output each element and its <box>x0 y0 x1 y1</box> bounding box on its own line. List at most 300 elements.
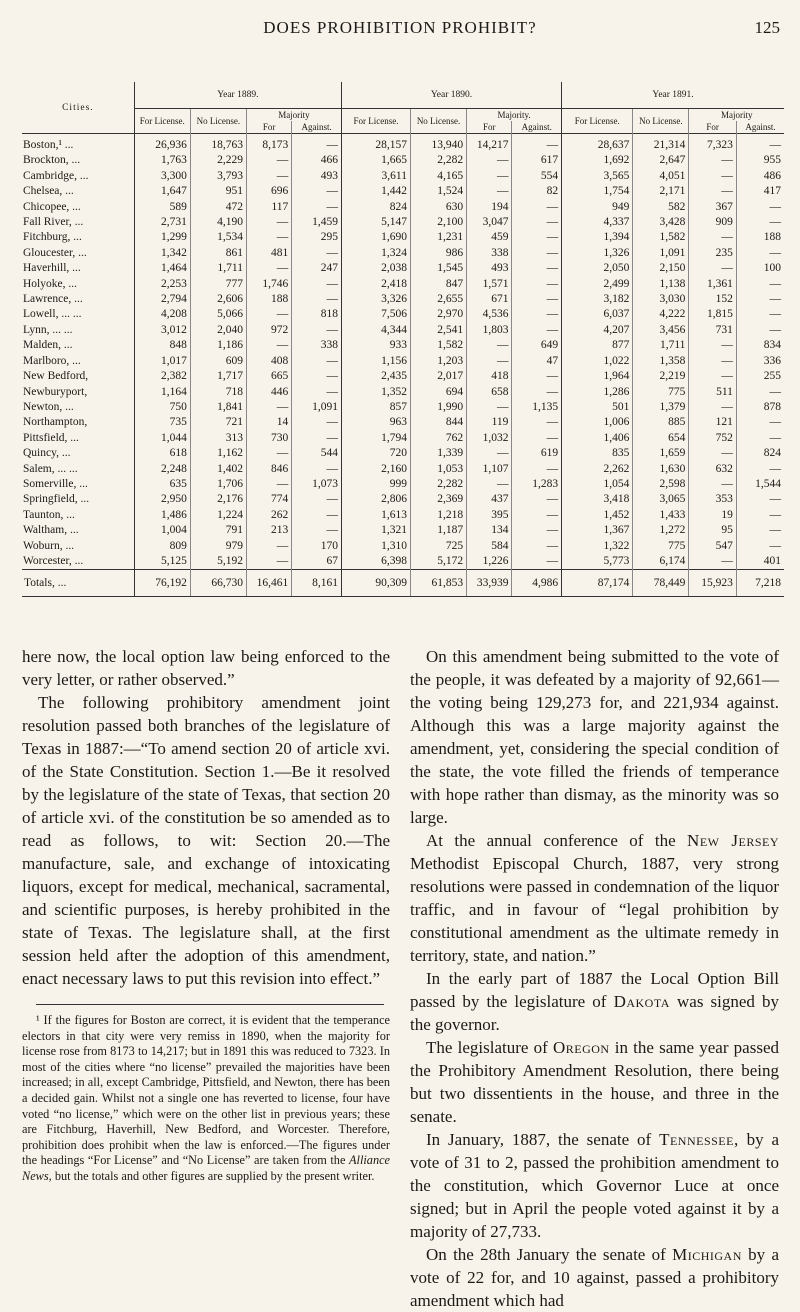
table-cell: 617 <box>512 153 562 168</box>
table-cell: — <box>246 400 291 415</box>
table-cell: 1,322 <box>562 539 633 554</box>
table-cell: 6,037 <box>562 307 633 322</box>
majority-header: Majority. <box>467 109 562 122</box>
table-cell: 117 <box>246 200 291 215</box>
table-cell: 857 <box>341 400 410 415</box>
totals-cell: 7,218 <box>736 570 784 597</box>
table-cell: — <box>689 369 736 384</box>
table-cell: — <box>292 134 342 154</box>
table-cell: — <box>512 200 562 215</box>
no-license-header: No License. <box>411 109 467 134</box>
paragraph: The following prohibitory amendment joint resolution passed both branches of the legislature of Texas in 1887:—“To amend section 20 of article xvi. of the State Constitution. Section 1.—Be it resolved by the legislature of the state of Texas, that section 20 of article xvi. of the constitution be so amended as to read as follows, to wit: Section 20.—The manufacture, sale, and exchange of intoxicating liquors, except for medical, mechanical, sacramental, and scientific purposes, is hereby prohibited in the state of Texas. The legislature shall, at the first session held after the adoption of this amendment, enact necessary laws to put this revision into effect.” <box>22 693 390 988</box>
table-cell: 846 <box>246 462 291 477</box>
table-cell: — <box>512 323 562 338</box>
majority-against-header: Against. <box>292 121 342 134</box>
table-cell: 619 <box>512 446 562 461</box>
footnote-text: but the totals and other figures are supplied by the present writer. <box>54 1168 375 1183</box>
state-name: New Jersey <box>687 831 780 850</box>
table-cell: 877 <box>562 338 633 353</box>
table-cell: 247 <box>292 261 342 276</box>
totals-cell: 76,192 <box>134 570 190 597</box>
table-cell: 3,300 <box>160 169 187 182</box>
footnote-rule <box>36 1004 384 1005</box>
table-cell: 1,794 <box>341 431 410 446</box>
paragraph: The legislature of Oregon in the same year passed the Prohibitory Amendment Resolution, there being but two dissentients in the house, and three in the senate. <box>410 1038 780 1126</box>
table-cell: 885 <box>633 415 689 430</box>
table-cell: 1,156 <box>341 354 410 369</box>
table-cell: 1,339 <box>411 446 467 461</box>
table-cell: — <box>512 134 562 154</box>
table-cell: 1,324 <box>341 246 410 261</box>
city-name: Marlboro, ... <box>22 354 134 369</box>
table-cell: — <box>292 277 342 292</box>
footnote-source: Alliance News, <box>22 1153 391 1183</box>
table-cell: 1,534 <box>190 230 246 245</box>
table-cell: — <box>512 307 562 322</box>
city-name: Pittsfield, ... <box>22 431 134 446</box>
table-cell: 1,017 <box>160 354 187 367</box>
table-cell: — <box>512 508 562 523</box>
table-cell: 1,286 <box>562 385 633 400</box>
paragraph: On the 28th January the senate of Michigan by a vote of 22 for, and 10 against, passed a prohibitory amendment which had <box>410 1245 780 1310</box>
city-name: Northampton, <box>22 415 134 430</box>
table-cell: 986 <box>411 246 467 261</box>
for-license-header: For License. <box>139 116 185 126</box>
table-cell: — <box>512 215 562 230</box>
table-cell: 582 <box>633 200 689 215</box>
table-cell: 255 <box>736 369 784 384</box>
table-cell: 1,706 <box>190 477 246 492</box>
table-cell: 19 <box>689 508 736 523</box>
table-cell: — <box>246 477 291 492</box>
table-row <box>22 431 784 446</box>
table-cell: — <box>736 508 784 523</box>
table-cell: — <box>736 277 784 292</box>
table-cell: 13,940 <box>411 134 467 154</box>
table-cell: 336 <box>736 354 784 369</box>
city-name: Chicopee, ... <box>22 200 134 215</box>
table-row <box>22 307 784 322</box>
city-name: Holyoke, ... <box>22 277 134 292</box>
table-cell: — <box>512 385 562 400</box>
city-name: Chelsea, ... <box>22 184 134 199</box>
table-cell: 14 <box>246 415 291 430</box>
table-cell: 408 <box>246 354 291 369</box>
table-cell: 67 <box>292 554 342 570</box>
table-cell: 1,692 <box>562 153 633 168</box>
table-cell: 2,229 <box>190 153 246 168</box>
table-row <box>22 554 784 570</box>
table-cell: 1,711 <box>633 338 689 353</box>
totals-cell: 90,309 <box>341 570 410 597</box>
table-cell: 2,647 <box>633 153 689 168</box>
table-cell: 4,190 <box>190 215 246 230</box>
table-cell: 395 <box>467 508 512 523</box>
table-cell: 134 <box>467 523 512 538</box>
table-cell: 3,418 <box>562 492 633 507</box>
table-cell: — <box>512 292 562 307</box>
table-cell: 1,321 <box>341 523 410 538</box>
table-cell: 750 <box>169 400 187 413</box>
city-name: Haverhill, ... <box>22 261 134 276</box>
table-cell: 367 <box>689 200 736 215</box>
table-row <box>22 446 784 461</box>
table-cell: 1,135 <box>512 400 562 415</box>
license-vote-table <box>22 82 784 597</box>
table-cell: 774 <box>246 492 291 507</box>
table-row <box>22 539 784 554</box>
table-cell: 4,165 <box>411 169 467 184</box>
paragraph: In the early part of 1887 the Local Option Bill passed by the legislature of Dakota was signed by the governor. <box>410 969 780 1034</box>
table-cell: — <box>246 307 291 322</box>
table-cell: 609 <box>190 354 246 369</box>
paragraph: On this amendment being submitted to the vote of the people, it was defeated by a majority of 92,661—the voting being 129,273 for, and 221,934 against. Although this was a large majority against the amendment, yet, considering the special condition of the state, the vote filled the friends of temperance with hope rather than dismay, as the minority was so large. <box>410 647 779 827</box>
table-cell: — <box>512 230 562 245</box>
table-cell: 1,032 <box>467 431 512 446</box>
table-cell: 466 <box>292 153 342 168</box>
table-cell: 47 <box>512 354 562 369</box>
table-cell: 2,171 <box>633 184 689 199</box>
table-cell: 188 <box>246 292 291 307</box>
table-cell: 1,571 <box>467 277 512 292</box>
majority-against-header: Against. <box>736 121 784 134</box>
table-cell: 501 <box>562 400 633 415</box>
city-name: Gloucester, ... <box>22 246 134 261</box>
table-cell: 1,053 <box>411 462 467 477</box>
table-cell: 3,456 <box>633 323 689 338</box>
table-cell: — <box>246 169 291 184</box>
table-cell: 731 <box>689 323 736 338</box>
table-cell: 472 <box>190 200 246 215</box>
table-cell: — <box>292 523 342 538</box>
table-cell: 1,544 <box>736 477 784 492</box>
table-cell: — <box>292 462 342 477</box>
table-cell: — <box>292 184 342 199</box>
table-cell: — <box>292 200 342 215</box>
table-cell: 835 <box>562 446 633 461</box>
paragraph: At the annual conference of the New Jersey Methodist Episcopal Church, 1887, very strong resolutions were passed in condemnation of the liquor traffic, and in favour of “legal prohibition by constitutional amendment as the ultimate remedy in territory, state, and nation.” <box>410 831 780 965</box>
table-cell: 1,545 <box>411 261 467 276</box>
table-cell: 696 <box>246 184 291 199</box>
page-number: 125 <box>754 18 780 37</box>
table-cell: 2,806 <box>341 492 410 507</box>
table-cell: 28,157 <box>341 134 410 154</box>
table-cell: 493 <box>467 261 512 276</box>
table-cell: 188 <box>736 230 784 245</box>
city-name: Malden, ... <box>22 338 134 353</box>
table-cell: 1,162 <box>190 446 246 461</box>
state-name: Oregon <box>552 1038 610 1057</box>
table-cell: 3,565 <box>562 169 633 184</box>
table-cell: 3,012 <box>160 323 187 336</box>
table-cell: — <box>736 385 784 400</box>
table-row <box>22 462 784 477</box>
table-cell: — <box>467 169 512 184</box>
table-cell: 82 <box>512 184 562 199</box>
table-cell: 955 <box>736 153 784 168</box>
table-row <box>22 323 784 338</box>
table-cell: 1,164 <box>160 385 187 398</box>
table-cell: — <box>512 261 562 276</box>
table-cell: — <box>689 261 736 276</box>
table-cell: 720 <box>341 446 410 461</box>
city-name: Fitchburg, ... <box>22 230 134 245</box>
table-cell: 1,361 <box>689 277 736 292</box>
table-cell: — <box>736 431 784 446</box>
city-name: Woburn, ... <box>22 539 134 554</box>
table-cell: 1,717 <box>190 369 246 384</box>
table-cell: 1,022 <box>562 354 633 369</box>
state-name: Dakota <box>613 992 670 1011</box>
table-cell: — <box>736 492 784 507</box>
table-cell: 1,283 <box>512 477 562 492</box>
table-cell: — <box>736 415 784 430</box>
table-cell: 262 <box>246 508 291 523</box>
table-cell: 5,066 <box>190 307 246 322</box>
table-cell: 775 <box>633 385 689 400</box>
table-cell: — <box>246 446 291 461</box>
for-license-header: For License. <box>341 109 410 134</box>
table-row <box>22 523 784 538</box>
table-cell: 1,044 <box>160 431 187 444</box>
table-cell: 878 <box>736 400 784 415</box>
table-cell: 1,342 <box>160 246 187 259</box>
table-cell: 1,630 <box>633 462 689 477</box>
table-cell: 818 <box>292 307 342 322</box>
table-cell: 2,970 <box>411 307 467 322</box>
table-cell: — <box>512 492 562 507</box>
table-body <box>22 134 784 570</box>
table-cell: 418 <box>467 369 512 384</box>
right-text-column <box>410 645 779 1312</box>
for-license-header: For License. <box>562 109 633 134</box>
table-cell: 1,763 <box>160 154 187 167</box>
table-cell: — <box>512 554 562 570</box>
table-cell: 2,150 <box>633 261 689 276</box>
table-cell: 152 <box>689 292 736 307</box>
table-cell: 4,051 <box>633 169 689 184</box>
table-cell: — <box>689 169 736 184</box>
totals-cell: 66,730 <box>190 570 246 597</box>
table-cell: 1,187 <box>411 523 467 538</box>
table-cell: 3,182 <box>562 292 633 307</box>
table-cell: 554 <box>512 169 562 184</box>
table-cell: 721 <box>190 415 246 430</box>
table-cell: 119 <box>467 415 512 430</box>
city-name: Worcester, ... <box>22 554 134 570</box>
table-cell: — <box>246 338 291 353</box>
table-cell: 844 <box>411 415 467 430</box>
table-row <box>22 492 784 507</box>
table-cell: 14,217 <box>467 134 512 154</box>
table-cell: 1,203 <box>411 354 467 369</box>
table-cell: 777 <box>190 277 246 292</box>
table-cell: 1,524 <box>411 184 467 199</box>
paragraph: In January, 1887, the senate of Tennessee, by a vote of 31 to 2, passed the prohibition amendment to the constitution, which Governor Luce at once signed; but in April the people voted against it by a majority of 27,733. <box>410 1130 779 1241</box>
table-row <box>22 200 784 215</box>
table-cell: 1,299 <box>160 231 187 244</box>
table-cell: 213 <box>246 523 291 538</box>
table-cell: 1,665 <box>341 153 410 168</box>
table-cell: 1,226 <box>467 554 512 570</box>
table-cell: 2,176 <box>190 492 246 507</box>
table-cell: — <box>689 184 736 199</box>
table-cell: 1,613 <box>341 508 410 523</box>
table-cell: 730 <box>246 431 291 446</box>
table-cell: 6,174 <box>633 554 689 570</box>
table-cell: 170 <box>292 539 342 554</box>
table-cell: 493 <box>292 169 342 184</box>
table-cell: — <box>292 431 342 446</box>
table-cell: 1,990 <box>411 400 467 415</box>
table-cell: 3,065 <box>633 492 689 507</box>
city-name: Fall River, ... <box>22 215 134 230</box>
table-cell: 848 <box>169 339 187 352</box>
no-license-header: No License. <box>190 109 246 134</box>
table-cell: — <box>292 385 342 400</box>
table-cell: 1,224 <box>190 508 246 523</box>
no-license-header: No License. <box>633 109 689 134</box>
table-cell: 847 <box>411 277 467 292</box>
table-row <box>22 184 784 199</box>
table-cell: 824 <box>736 446 784 461</box>
table-cell: 824 <box>341 200 410 215</box>
table-cell: 2,606 <box>190 292 246 307</box>
table-cell: — <box>467 153 512 168</box>
table-cell: — <box>292 292 342 307</box>
table-row <box>22 354 784 369</box>
table-cell: 1,746 <box>246 277 291 292</box>
city-name: Taunton, ... <box>22 508 134 523</box>
city-name: Newburyport, <box>22 385 134 400</box>
table-cell: — <box>246 153 291 168</box>
table-cell: 4,222 <box>633 307 689 322</box>
table-cell: 589 <box>169 200 187 213</box>
table-cell: — <box>736 200 784 215</box>
table-cell: 1,091 <box>633 246 689 261</box>
table-cell: 630 <box>411 200 467 215</box>
table-cell: 949 <box>562 200 633 215</box>
table-cell: — <box>246 554 291 570</box>
table-cell: 861 <box>190 246 246 261</box>
table-cell: 4,208 <box>160 308 187 321</box>
table-cell: 338 <box>467 246 512 261</box>
table-row <box>22 134 784 154</box>
table-row <box>22 292 784 307</box>
table-cell: — <box>736 323 784 338</box>
page-header <box>0 18 800 44</box>
city-name: Quincy, ... <box>22 446 134 461</box>
table-cell: — <box>689 446 736 461</box>
totals-cell: 16,461 <box>246 570 291 597</box>
table-cell: 3,030 <box>633 292 689 307</box>
table-cell: — <box>292 508 342 523</box>
table-cell: 1,406 <box>562 431 633 446</box>
table-cell: 4,207 <box>562 323 633 338</box>
totals-cell: 78,449 <box>633 570 689 597</box>
table-cell: 121 <box>689 415 736 430</box>
table-cell: 4,337 <box>562 215 633 230</box>
table-cell: 2,950 <box>160 493 187 506</box>
table-cell: 694 <box>411 385 467 400</box>
table-cell: — <box>292 323 342 338</box>
table-cell: 1,582 <box>411 338 467 353</box>
table-cell: — <box>292 354 342 369</box>
table-cell: 1,402 <box>190 462 246 477</box>
totals-cell: 15,923 <box>689 570 736 597</box>
totals-row <box>22 570 784 597</box>
table-cell: 4,344 <box>341 323 410 338</box>
majority-for-header: For <box>246 121 291 134</box>
table-cell: 2,598 <box>633 477 689 492</box>
table-cell: 3,793 <box>190 169 246 184</box>
totals-cell: 33,939 <box>467 570 512 597</box>
table-cell: 295 <box>292 230 342 245</box>
table-cell: — <box>736 462 784 477</box>
table-cell: 1,379 <box>633 400 689 415</box>
footnote <box>22 1013 390 1185</box>
table-cell: 834 <box>736 338 784 353</box>
year-1890-header: Year 1890. <box>341 82 561 109</box>
state-name: Michigan <box>672 1245 742 1264</box>
city-name: Lowell, ... ... <box>22 307 134 322</box>
table-cell: 632 <box>689 462 736 477</box>
table-cell: 4,536 <box>467 307 512 322</box>
table-cell: — <box>689 477 736 492</box>
year-1891-header: Year 1891. <box>562 82 784 109</box>
table-cell: 1,459 <box>292 215 342 230</box>
table-cell: 2,050 <box>562 261 633 276</box>
table-cell: 1,367 <box>562 523 633 538</box>
table-row <box>22 369 784 384</box>
table-cell: 1,433 <box>633 508 689 523</box>
totals-label: Totals, ... <box>22 570 134 597</box>
table-cell: 999 <box>341 477 410 492</box>
table-cell: — <box>736 523 784 538</box>
table-cell: 2,794 <box>160 293 187 306</box>
table-cell: 809 <box>169 539 187 552</box>
year-1889-header: Year 1889. <box>134 82 341 109</box>
table-cell: 1,310 <box>341 539 410 554</box>
table-cell: 338 <box>292 338 342 353</box>
totals-cell: 61,853 <box>411 570 467 597</box>
running-title: DOES PROHIBITION PROHIBIT? <box>263 18 537 37</box>
table-cell: — <box>689 400 736 415</box>
table-cell: 486 <box>736 169 784 184</box>
table-cell: 1,107 <box>467 462 512 477</box>
table-cell: 963 <box>341 415 410 430</box>
table-cell: 649 <box>512 338 562 353</box>
table-cell: 2,382 <box>160 370 187 383</box>
table-cell: 1,486 <box>160 508 187 521</box>
table-row <box>22 477 784 492</box>
table-cell: 1,091 <box>292 400 342 415</box>
city-name: Somerville, ... <box>22 477 134 492</box>
table-row <box>22 261 784 276</box>
table-cell: 401 <box>736 554 784 570</box>
table-cell: 584 <box>467 539 512 554</box>
table-cell: 8,173 <box>246 134 291 154</box>
table-cell: 547 <box>689 539 736 554</box>
city-name: Brockton, ... <box>22 153 134 168</box>
table-cell: 459 <box>467 230 512 245</box>
table-cell: 1,006 <box>562 415 633 430</box>
table-cell: — <box>689 338 736 353</box>
table-cell: — <box>292 492 342 507</box>
paragraph: here now, the local option law being enforced to the very letter, or rather observed.” <box>22 647 390 689</box>
table-cell: 6,398 <box>341 554 410 570</box>
table-cell: — <box>512 369 562 384</box>
